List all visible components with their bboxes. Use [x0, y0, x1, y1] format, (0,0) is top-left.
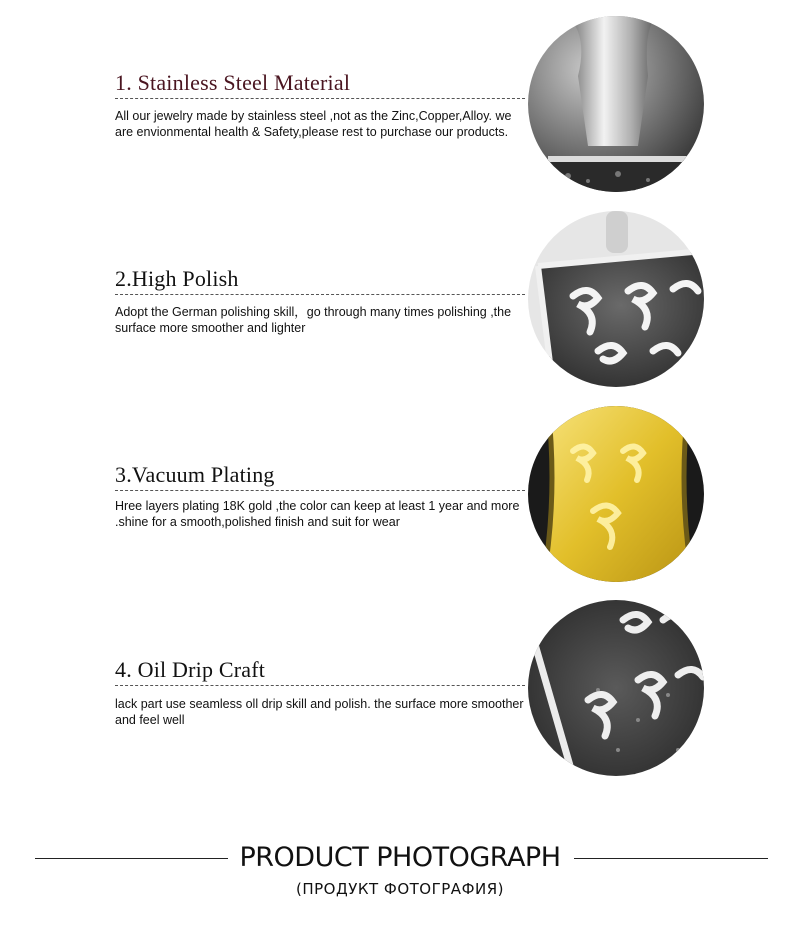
feature-title: 2.High Polish — [115, 266, 239, 291]
product-photo-oil-drip — [528, 600, 704, 776]
product-photo-gold-plating — [528, 406, 704, 582]
feature-description: Adopt the German polishing skill，go through many times polishing ,the surface more smoother and lighter — [115, 305, 512, 335]
product-photo-polished-pendant — [528, 211, 704, 387]
section-subheading: (ПРОДУКТ ФОТОГРАФИЯ) — [296, 880, 504, 898]
feature-vacuum-plating — [0, 404, 800, 594]
feature-description: All our jewelry made by stainless steel ,not as the Zinc,Copper,Alloy. we are envionmental health & Safety,please rest to purchase our products. — [115, 109, 512, 139]
product-photo-steel-bail — [528, 16, 704, 192]
feature-divider — [115, 294, 525, 295]
feature-title: 1. Stainless Steel Material — [115, 70, 351, 95]
feature-description: lack part use seamless oll drip skill and polish. the surface more smoother and feel well — [115, 697, 524, 727]
feature-stainless-steel — [0, 12, 800, 202]
section-heading: PRODUCT PHOTOGRAPH — [239, 842, 561, 873]
feature-title: 3.Vacuum Plating — [115, 462, 275, 487]
feature-divider — [115, 685, 525, 686]
feature-divider — [115, 98, 525, 99]
feature-high-polish — [0, 208, 800, 398]
feature-oil-drip-craft — [0, 600, 800, 790]
feature-description: Hree layers plating 18K gold ,the color can keep at least 1 year and more .shine for a smooth,polished finish and suit for wear — [115, 499, 520, 529]
feature-divider — [115, 490, 525, 491]
feature-title: 4. Oil Drip Craft — [115, 657, 266, 682]
